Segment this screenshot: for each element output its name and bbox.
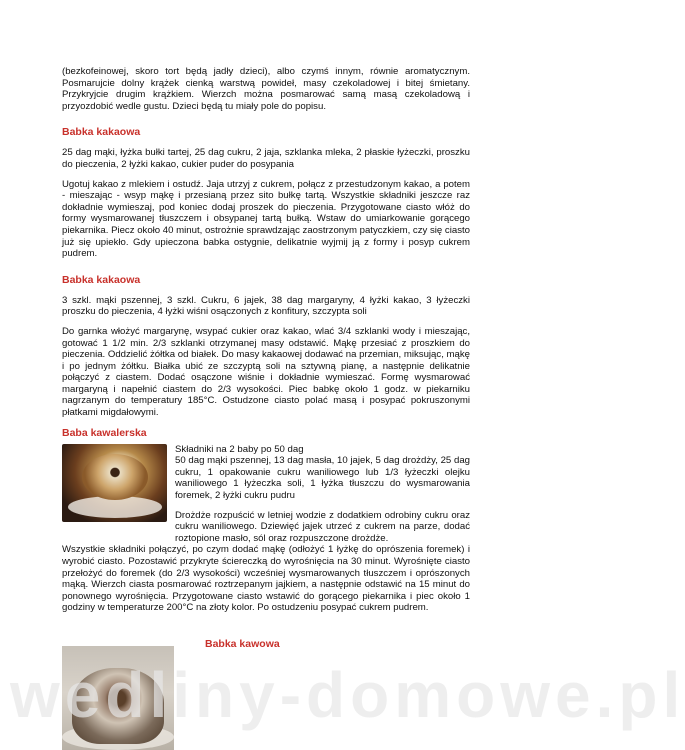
recipe-method: Ugotuj kakao z mlekiem i ostudź. Jaja utrzyj z cukrem, połącz z przestudzonym kakao, a potem - mieszając - wsyp mąkę i przesianą przez sito bułkę tartą. Wszystkie składniki jeszcze raz dokładnie wymieszaj, pod koniec dodaj proszek do pieczenia. Przygotowane ciasto włóż do formy wysmarowanej tłuszczem i obsypanej tartą bułką. Wstaw do umiarkowanie gorącego piekarnika. Piecz około 40 minut, ostrożnie sprawdzając zaostrzonym patyczkiem, czy się ciasto już się upiekło. Gdy upieczona babka ostygnie, delikatnie wyjmij ją z formy i posyp cukrem pudrem. bbox=[62, 178, 470, 260]
recipe-side-text bbox=[175, 444, 470, 545]
recipe-with-photo bbox=[62, 444, 470, 545]
recipe-method: Drożdże rozpuścić w letniej wodzie z dodatkiem odrobiny cukru oraz cukru waniliowego. Dziewięć jajek utrzeć z cukrem na parze, dodać roztopione masło, sól oraz rozpuszczone drożdże. bbox=[175, 509, 470, 544]
bundt-cake-shape bbox=[82, 454, 148, 500]
recipe-ingredients: 50 dag mąki pszennej, 13 dag masła, 10 jajek, 5 dag drożdży, 25 dag cukru, 1 opakowanie cukru waniliowego lub 1/3 łyżeczki olejku waniliowego 1 łyżeczka soli, 1 łyżka tłuszczu do wysmarowania foremek, 2 łyżki cukru pudru bbox=[175, 455, 470, 502]
recipe-title: Baba kawalerska bbox=[62, 426, 147, 439]
recipe-title: Babka kawowa bbox=[205, 638, 280, 650]
coffee-cake-photo bbox=[62, 646, 174, 750]
recipe-ingredients: 3 szkl. mąki pszennej, 3 szkl. Cukru, 6 jajek, 38 dag margaryny, 4 łyżki kakao, 3 łyżeczki proszku do pieczenia, 4 łyżki wiśni osączonych z konfitury, szczypta soli bbox=[62, 294, 470, 318]
ingredients-header: Składniki na 2 baby po 50 dag bbox=[175, 443, 304, 455]
recipe-method: Do garnka włożyć margarynę, wsypać cukier oraz kakao, wlać 3/4 szklanki wody i mieszając, gotować 1 1/2 min. 2/3 szklanki otrzymanej masy odstawić. Mąkę przesiać z proszkiem do pieczenia. Oddzielić żółtka od białek. Do masy kakaowej dodawać na przemian, miksując, mąkę i po jednym żółtku. Białka ubić ze szczyptą soli na sztywną pianę, a następnie delikatnie połączyć z ciastem. Dodać osączone wiśnie i dokładnie wymieszać. Formę wysmarować margaryną i napełnić ciastem do 2/3 wysokości. Piec babkę około 1 godz. w piekarniku nagrzanym do temperatury 185°C. Ostudzone ciasto polać masą i posypać pokruszonymi płatkami migdałowymi. bbox=[62, 325, 470, 419]
intro-paragraph: (bezkofeinowej, skoro tort będą jadły dzieci), albo czymś innym, równie aromatycznym. Posmarujcie dolny krążek cienką warstwą powideł, masy czekoladowej i bitej śmietany. Przykryjcie drugim krążkiem. Wierzch można posmarować samą masą czekoladową i przyozdobić wedle gustu. Dzieci będą tu miały pole do popisu. bbox=[62, 66, 470, 112]
recipe-ingredients: 25 dag mąki, łyżka bułki tartej, 25 dag cukru, 2 jaja, szklanka mleka, 2 płaskie łyżeczki, proszku do pieczenia, 2 łyżki kakao, cukier puder do posypania bbox=[62, 147, 470, 170]
recipe-title: Babka kakaowa bbox=[62, 126, 141, 139]
cake-photo bbox=[62, 444, 167, 522]
document-page bbox=[62, 66, 470, 614]
watermark: wedliny-domowe.pl bbox=[10, 659, 685, 731]
recipe-method-continued: Wszystkie składniki połączyć, po czym dodać mąkę (odłożyć 1 łyżkę do oprószenia foremek) i wyrobić ciasto. Pozostawić przykryte ściereczką do wyrośnięcia na 30 minut. Wyrośnięte ciasto przełożyć do foremek (do 2/3 wysokości) wcześniej wysmarowanych tłuszczem i oprószonych mąką. Wierzch ciasta posmarować roztrzepanym jajkiem, a następnie odstawić na 15 minut do ponownego wyrośnięcia. Przygotowane ciasto wstawić do gorącego piekarnika i piec około 1 godziny w temperaturze 200°C na złoty kolor. Po ostudzeniu posypać cukrem pudrem. bbox=[62, 544, 470, 614]
coffee-cake-shape bbox=[72, 668, 164, 744]
recipe-title: Babka kakaowa bbox=[62, 273, 141, 286]
